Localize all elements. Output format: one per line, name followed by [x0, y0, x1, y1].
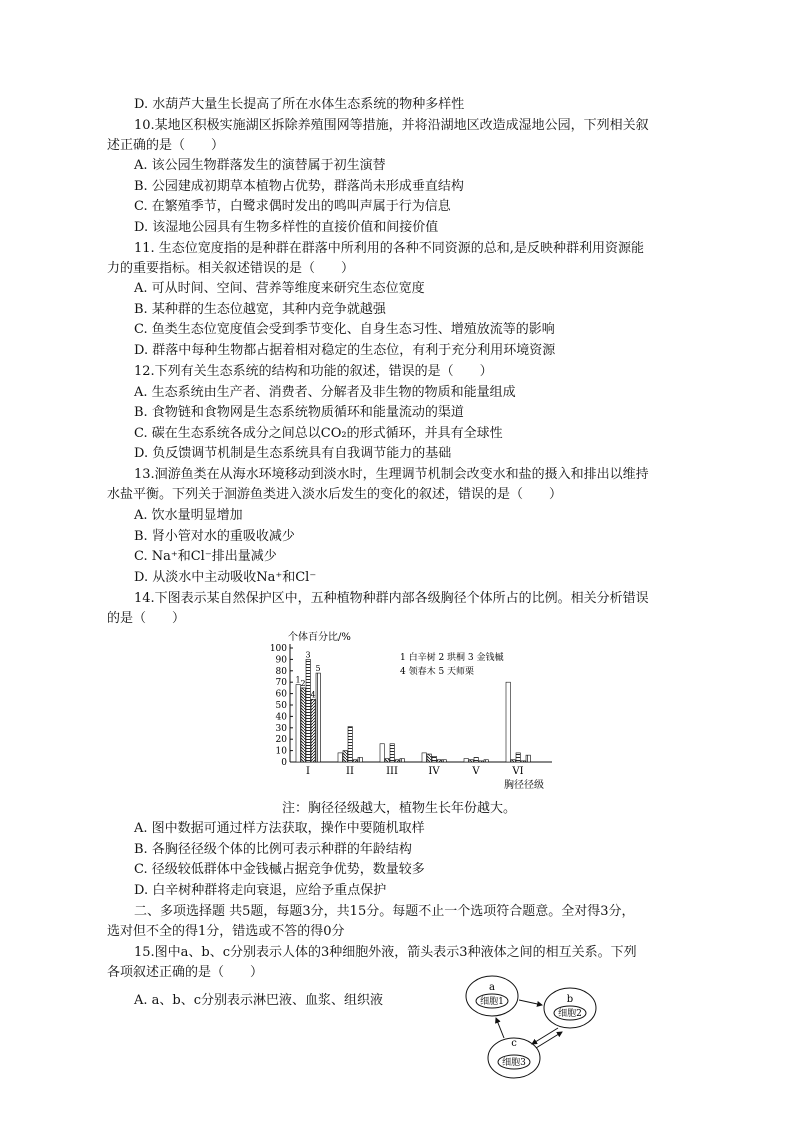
category-label: V — [472, 766, 480, 777]
text-line: B. 公园建成初期草本植物占优势，群落尚未形成垂直结构 — [134, 179, 464, 194]
text-line: 12.下列有关生态系统的结构和功能的叙述，错误的是（ ） — [134, 364, 493, 379]
node-c-label: 细胞3 — [502, 1058, 526, 1068]
y-tick-label: 100 — [269, 644, 287, 654]
text-line: 各项叙述正确的是（ ） — [107, 965, 264, 980]
bar — [479, 761, 483, 762]
bar — [521, 761, 525, 762]
legend-line-2: 4 领春木 5 天师栗 — [400, 667, 475, 677]
arrow-c-to-a — [496, 1018, 504, 1038]
text-line: C. 碳在生态系统各成分之间总以CO₂的形式循环，并具有全球性 — [134, 426, 503, 441]
text-line: A. 该公园生物群落发生的演替属于初生演替 — [134, 158, 386, 173]
text-line: 15.图中a、b、c分别表示人体的3种细胞外液，箭头表示3种液体之间的相互关系。下列 — [134, 945, 637, 960]
text-line: B. 某种群的生态位越宽，其种内竞争就越强 — [134, 302, 386, 317]
bar-label: 1 — [295, 675, 301, 685]
fluid-diagram — [462, 970, 622, 1085]
text-line: A. 生态系统由生产者、消费者、分解者及非生物的物质和能量组成 — [134, 385, 516, 400]
text-line: 14.下图表示某自然保护区中，五种植物种群内部各级胸径个体所占的比例。相关分析错误 — [134, 591, 649, 606]
node-b-label: 细胞2 — [558, 1009, 582, 1019]
bar — [380, 744, 384, 762]
text-line: C. 径级较低群体中金钱槭占据竞争优势，数量较多 — [134, 862, 425, 877]
bar — [516, 753, 520, 762]
text-line: C. Na⁺和Cl⁻排出量减少 — [134, 549, 277, 564]
bar — [316, 673, 320, 762]
text-line: D. 水葫芦大量生长提高了所在水体生态系统的物种多样性 — [134, 97, 465, 112]
category-label: II — [346, 766, 354, 777]
text-line: A. 图中数据可通过样方法获取，操作中要随机取样 — [134, 821, 425, 836]
y-tick-label: 20 — [275, 735, 287, 746]
text-line: 11. 生态位宽度指的是种群在群落中所利用的各种不同资源的总和,是反映种群利用资源能 — [134, 241, 644, 256]
text-line: D. 从淡水中主动吸收Na⁺和Cl⁻ — [134, 570, 317, 585]
category-label: VI — [512, 766, 524, 777]
node-a-label: 细胞1 — [480, 997, 504, 1007]
bar-label: 2 — [300, 678, 306, 688]
text-line: B. 肾小管对水的重吸收减少 — [134, 529, 295, 544]
y-tick-label: 40 — [275, 712, 287, 723]
bar — [348, 727, 352, 762]
text-line: D. 白辛树种群将走向衰退，应给予重点保护 — [134, 883, 387, 898]
arrow-c-to-b — [536, 1032, 562, 1048]
bar — [296, 684, 300, 762]
bar-label: 3 — [305, 650, 311, 660]
chart-svg — [262, 630, 562, 800]
text-line: C. 鱼类生态位宽度值会受到季节变化、自身生态习性、增殖放流等的影响 — [134, 322, 555, 337]
y-tick-label: 30 — [275, 723, 287, 734]
bar — [301, 688, 305, 762]
bar — [506, 682, 510, 762]
y-tick-label: 70 — [275, 678, 287, 689]
text-line: B. 各胸径径级个体的比例可表示种群的年龄结构 — [134, 842, 412, 857]
text-line: 13.洄游鱼类在从海水环境移动到淡水时，生理调节机制会改变水和盐的摄入和排出以维持 — [134, 467, 649, 482]
y-tick-label: 90 — [275, 655, 287, 666]
category-label: I — [306, 766, 310, 777]
bar — [385, 759, 389, 762]
category-label: IV — [428, 766, 440, 777]
bar — [358, 757, 362, 762]
text-line: C. 在繁殖季节，白鹭求偶时发出的鸣叫声属于行为信息 — [134, 199, 451, 214]
text-line: 力的重要指标。相关叙述错误的是（ ） — [107, 261, 355, 276]
text-line: D. 该湿地公园具有生物多样性的直接价值和间接价值 — [134, 220, 439, 235]
bar — [338, 753, 342, 762]
text-line: A. a、b、c分别表示淋巴液、血浆、组织液 — [134, 993, 384, 1008]
text-line: 的是（ ） — [107, 611, 186, 626]
text-line: A. 饮水量明显增加 — [134, 508, 243, 523]
y-axis-label: 个体百分比/% — [288, 632, 351, 643]
bar — [400, 759, 404, 762]
node-b-letter: b — [566, 994, 574, 1005]
node-a-letter: a — [489, 982, 495, 993]
text-line: D. 负反馈调节机制是生态系统具有自我调节能力的基础 — [134, 446, 452, 461]
text-line: B. 食物链和食物网是生态系统物质循环和能量流动的渠道 — [134, 405, 464, 420]
text-line: 10.某地区积极实施湖区拆除养殖围网等措施，并将沿湖地区改造成湿地公园，下列相关叙 — [134, 118, 649, 133]
bar-chart — [262, 630, 562, 800]
text-line: 二、多项选择题 共5题，每题3分，共15分。每题不止一个选项符合题意。全对得3分， — [134, 904, 635, 919]
bar — [474, 757, 478, 762]
bar — [437, 760, 441, 762]
bar — [306, 659, 310, 762]
y-tick-label: 10 — [275, 746, 287, 757]
bar — [526, 755, 530, 762]
diagram-svg — [462, 970, 622, 1085]
legend-line-1: 1 白辛树 2 珙桐 3 金钱槭 — [400, 653, 504, 663]
bar-label: 5 — [315, 664, 321, 674]
text-line: 述正确的是（ ） — [107, 138, 225, 153]
bar — [464, 759, 468, 762]
y-tick-label: 60 — [275, 689, 287, 700]
y-tick-label: 0 — [281, 758, 287, 768]
bar — [427, 754, 431, 762]
bar — [422, 753, 426, 762]
category-label: III — [386, 766, 398, 777]
bar — [484, 760, 488, 762]
arrow-b-to-c — [532, 1028, 558, 1044]
text-line: 水盐平衡。下列关于洄游鱼类进入淡水后发生的变化的叙述，错误的是（ ） — [107, 487, 563, 502]
bar — [432, 756, 436, 762]
figure-note: 注：胸径径级越大，植物生长年份越大。 — [282, 801, 517, 816]
y-tick-label: 80 — [275, 666, 287, 677]
bar — [395, 760, 399, 762]
y-tick-label: 50 — [275, 701, 287, 711]
bar — [353, 760, 357, 762]
text-line: A. 可从时间、空间、营养等维度来研究生态位宽度 — [134, 281, 425, 296]
bar — [511, 760, 515, 762]
text-line: D. 群落中每种生物都占据着相对稳定的生态位，有利于充分利用环境资源 — [134, 343, 556, 358]
bar — [343, 751, 347, 762]
node-c-letter: c — [511, 1038, 517, 1049]
bar — [311, 699, 315, 762]
bar — [442, 760, 446, 762]
bar — [469, 760, 473, 762]
bar — [390, 744, 394, 762]
x-axis-label: 胸径径级 — [504, 780, 544, 791]
bar-label: 4 — [310, 690, 316, 700]
arrow-a-to-b — [519, 1000, 542, 1005]
text-line: 选对但不全的得1分，错选或不答的得0分 — [107, 924, 345, 939]
